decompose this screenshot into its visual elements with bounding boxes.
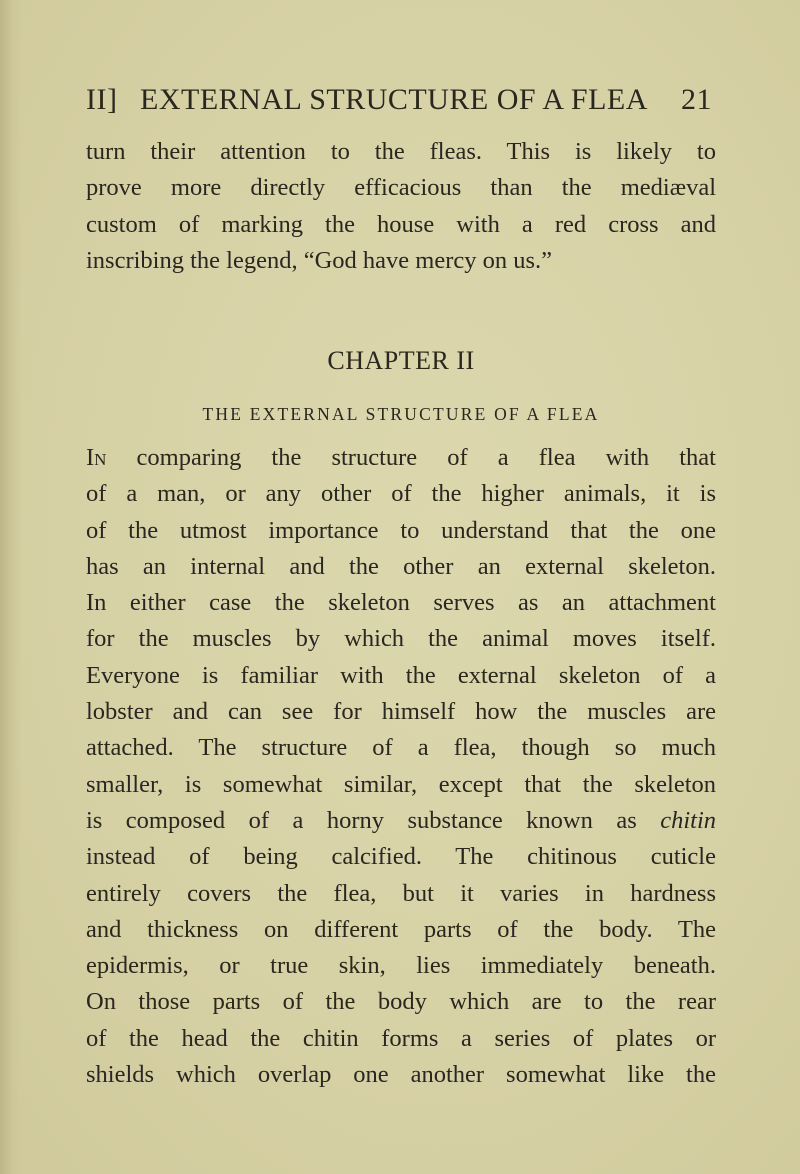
paragraph-continued	[86, 134, 716, 279]
text-line-with-italic	[86, 803, 716, 839]
text-line: of the utmost importance to understand that the one	[86, 516, 716, 544]
page-gutter-shadow	[0, 0, 22, 1174]
text-line: In either case the skeleton serves as an attachment	[86, 589, 716, 617]
running-head-title: EXTERNAL STRUCTURE OF A FLEA	[140, 83, 648, 116]
chapter-heading: CHAPTER II	[327, 346, 475, 375]
italic-term: chitin	[660, 806, 716, 834]
text-line: and thickness on different parts of the body. The	[86, 915, 716, 943]
text-line: turn their attention to the fleas. This is likely to	[86, 138, 716, 165]
text-line: Everyone is familiar with the external skeleton of a	[86, 661, 716, 689]
running-head-chapter-number: II]	[86, 83, 118, 116]
opening-word: In	[86, 444, 107, 471]
text-line: of the head the chitin forms a series of plates or	[86, 1024, 716, 1052]
paragraph-opening	[86, 440, 716, 1093]
page-number: 21	[681, 83, 712, 116]
text-line: custom of marking the house with a red cross and	[86, 210, 716, 238]
text-line: inscribing the legend, “God have mercy on us.”	[86, 246, 553, 274]
text-line: prove more directly efficacious than the mediæval	[86, 174, 716, 202]
text-line: entirely covers the flea, but it varies in hardness	[86, 879, 716, 907]
text-line: for the muscles by which the animal moves itself.	[86, 625, 716, 653]
chapter-subtitle: THE EXTERNAL STRUCTURE OF A FLEA	[202, 404, 600, 424]
text-line: epidermis, or true skin, lies immediately beneath.	[86, 952, 716, 980]
text-line: lobster and can see for himself how the muscles are	[86, 698, 716, 726]
text-line: On those parts of the body which are to the rear	[86, 988, 716, 1016]
opening-line-rest: comparing the structure of a flea with that	[106, 444, 716, 471]
text-line: has an internal and the other an external skeleton.	[86, 552, 716, 580]
text-line: attached. The structure of a flea, though so much	[86, 734, 716, 762]
text-line: smaller, is somewhat similar, except that the skeleton	[86, 770, 716, 798]
running-head	[86, 80, 712, 120]
text-line: instead of being calcified. The chitinous cuticle	[86, 843, 716, 871]
text-line: of a man, or any other of the higher animals, it is	[86, 480, 716, 508]
text-line: shields which overlap one another somewhat like the	[86, 1061, 716, 1089]
text-line-first	[86, 440, 716, 476]
text-line-part: is composed of a horny substance known as	[86, 806, 637, 834]
